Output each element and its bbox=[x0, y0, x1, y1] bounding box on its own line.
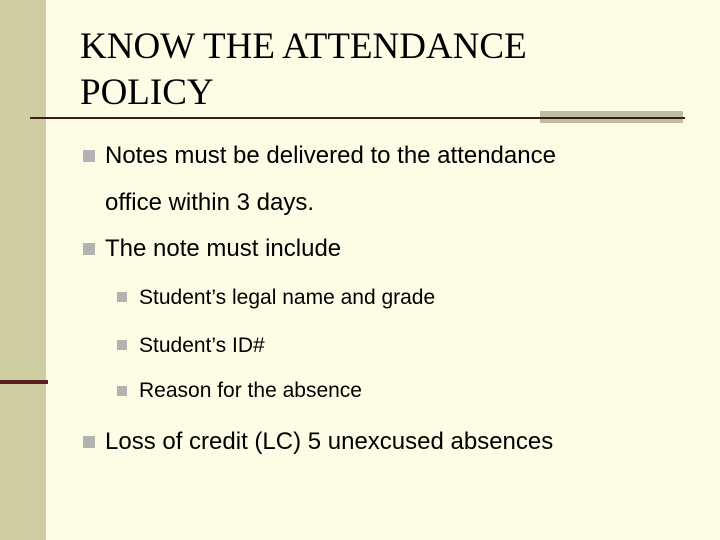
bullet-square-icon bbox=[83, 243, 95, 255]
bullet-1-line-1: Notes must be delivered to the attendance bbox=[105, 142, 556, 169]
sub-bullet-square-icon bbox=[117, 340, 127, 350]
bullet-square-icon bbox=[83, 150, 95, 162]
bullet-2-text: The note must include bbox=[105, 235, 342, 262]
bullet-3-text: Loss of credit (LC) 5 unexcused absences bbox=[105, 428, 554, 455]
bullet-1-line-2: office within 3 days. bbox=[105, 189, 315, 216]
bullet-square-icon bbox=[83, 436, 95, 448]
sub-bullet-square-icon bbox=[117, 292, 127, 302]
title-line-2: POLICY bbox=[80, 72, 214, 113]
sub-item-reason: Reason for the absence bbox=[139, 379, 362, 402]
title-line-1: KNOW THE ATTENDANCE bbox=[80, 26, 527, 67]
sub-bullet-square-icon bbox=[117, 386, 127, 396]
sub-item-student-id: Student’s ID# bbox=[139, 334, 265, 357]
sub-item-legal-name: Student’s legal name and grade bbox=[139, 286, 436, 309]
